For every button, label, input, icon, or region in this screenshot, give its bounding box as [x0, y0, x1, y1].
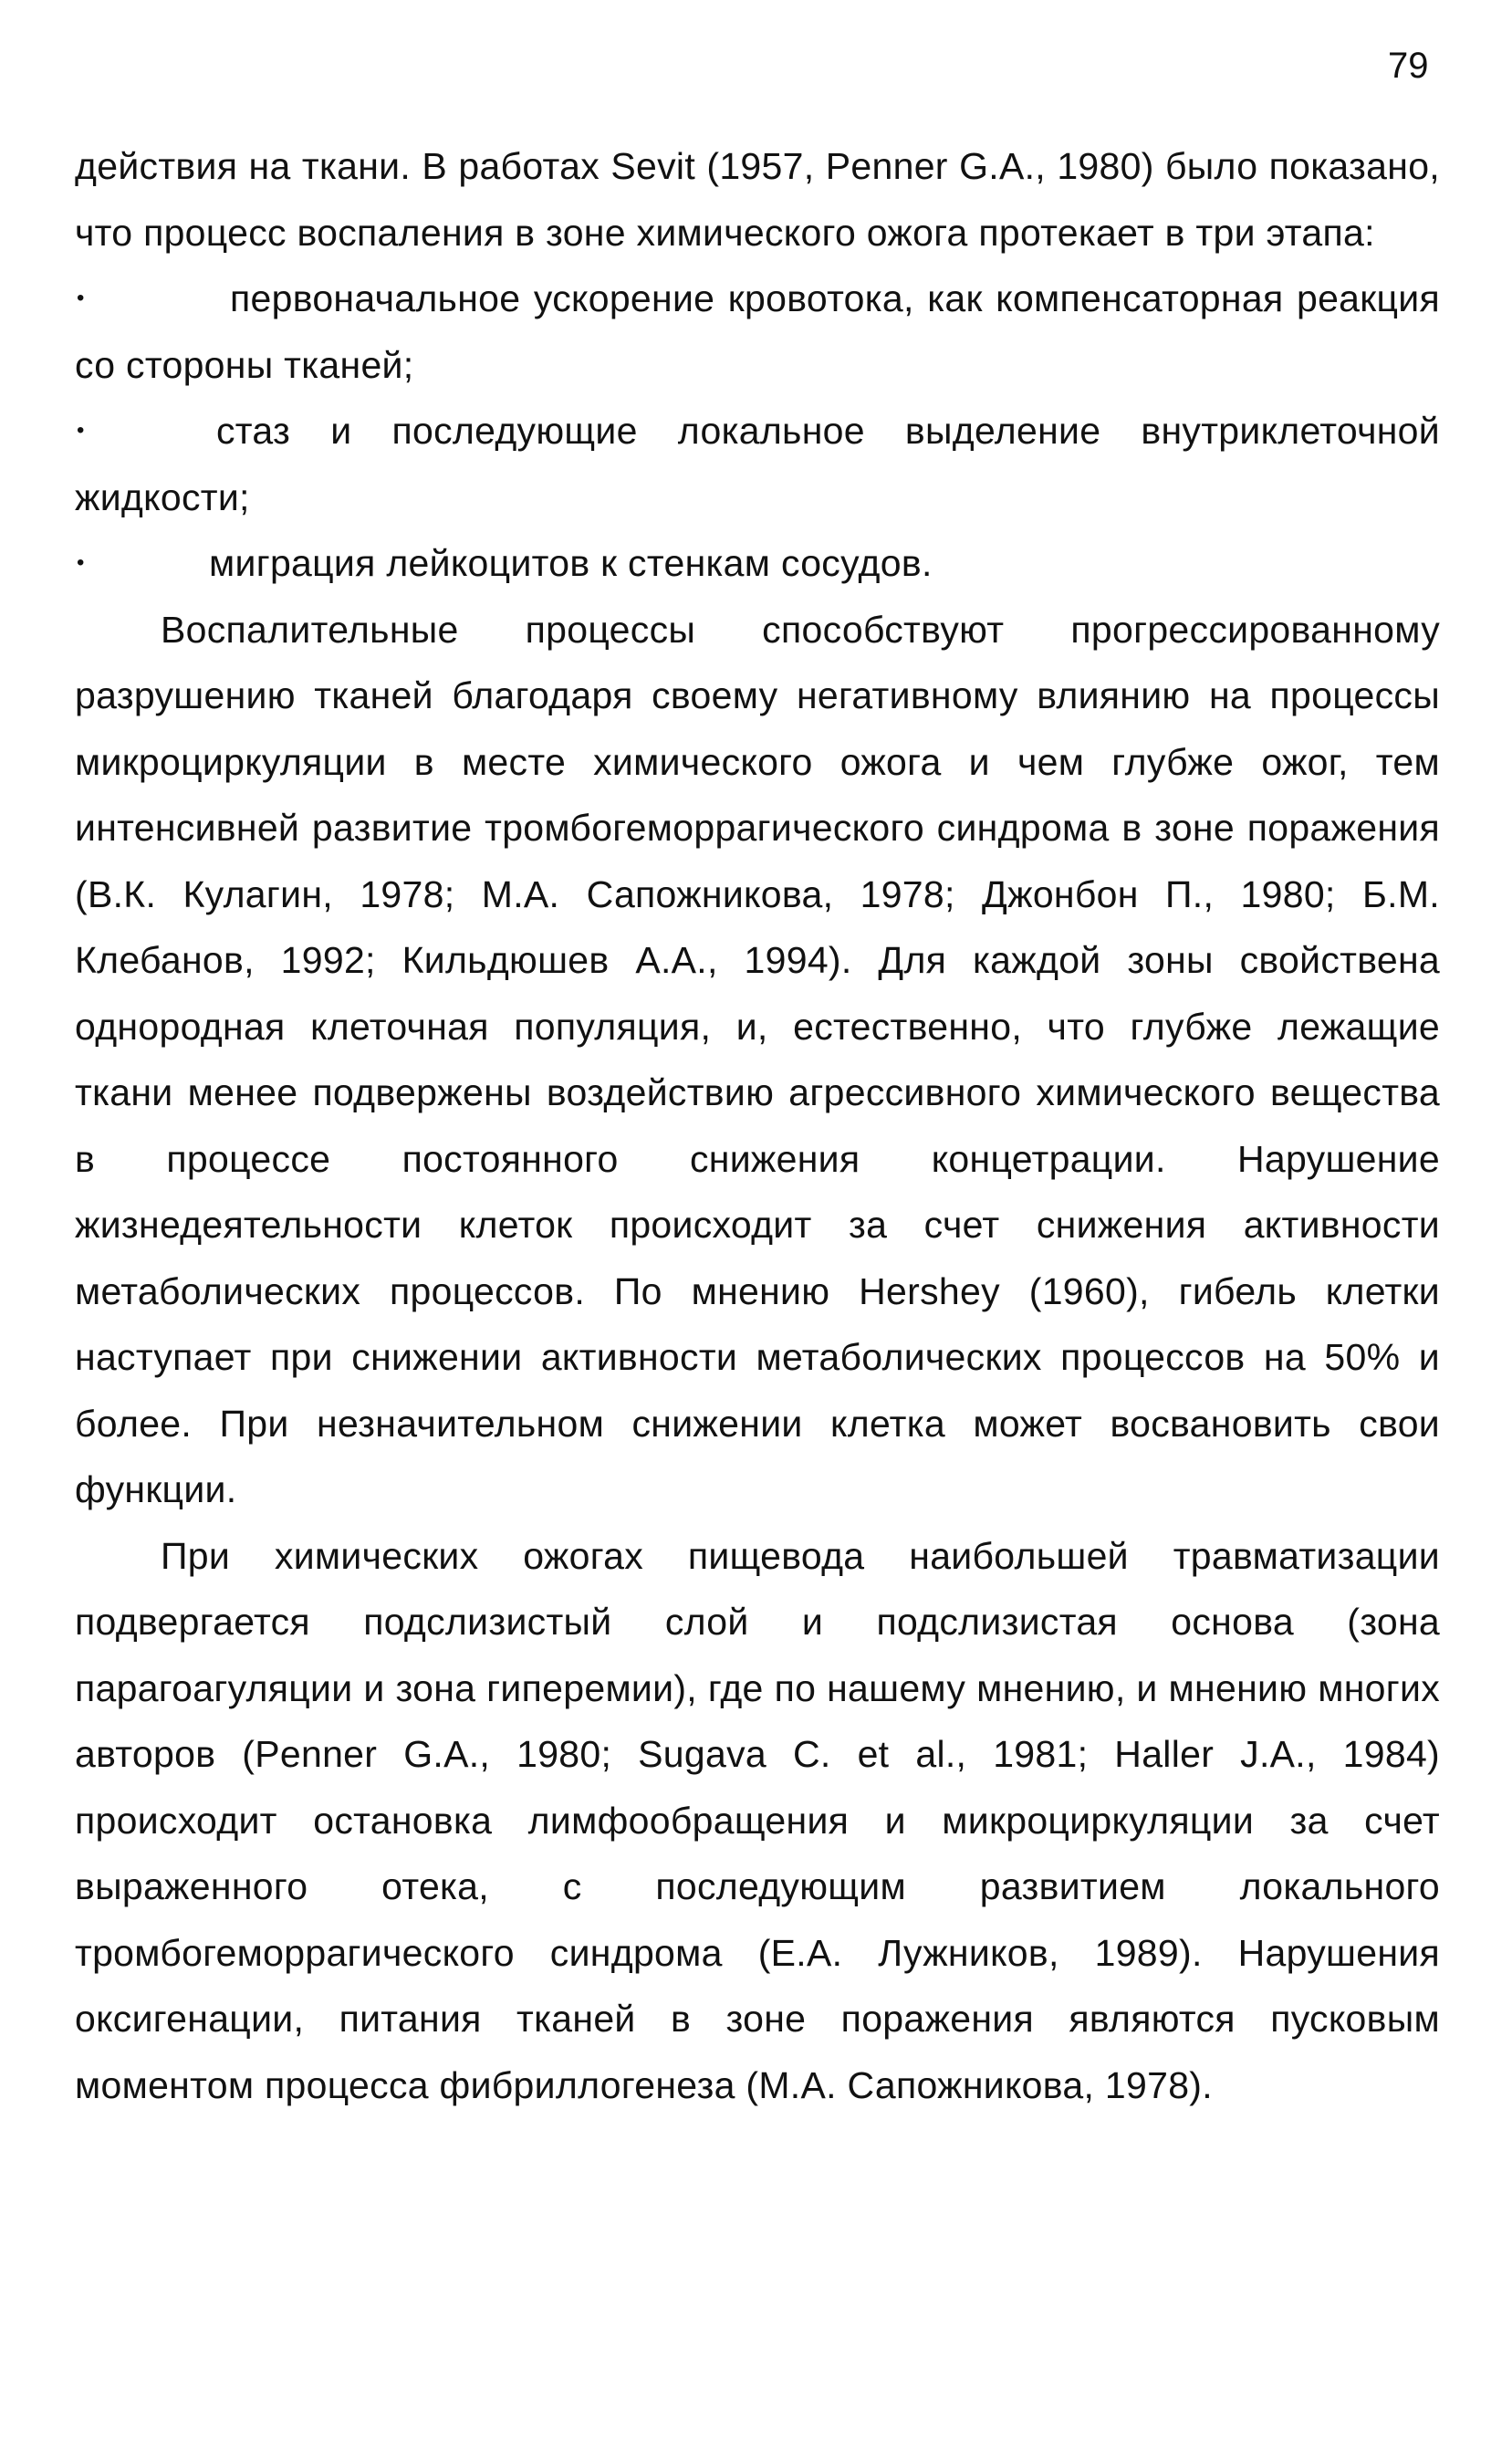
bullet-item-3	[75, 530, 1440, 597]
bullet-text-2: стаз и последующие локальное выделение внутриклеточной жидкости;	[75, 410, 1440, 518]
body-text	[75, 133, 1440, 2118]
bullet-icon: •	[77, 286, 85, 310]
bullet-text-1: первоначальное ускорение кровотока, как компенсаторная реакция со стороны тканей;	[75, 277, 1440, 386]
bullet-icon: •	[77, 550, 85, 575]
bullet-item-2	[75, 398, 1440, 530]
bullet-icon: •	[77, 418, 85, 443]
paragraph-inflammation: Воспалительные процессы способствуют прогрессированному разрушению тканей благодаря своему негативному влиянию на процессы микроциркуляции в месте химического ожога и чем глубже ожог, тем интенсивней развитие тромбогеморрагического синдрома в зоне поражения (В.К. Кулагин, 1978; М.А. Сапожникова, 1978; Джонбон П., 1980; Б.М. Клебанов, 1992; Кильдюшев А.А., 1994). Для каждой зоны свойствена однородная клеточная популяция, и, естественно, что глубже лежащие ткани менее подвержены воздействию агрессивного химического вещества в процессе постоянного снижения концетрации. Нарушение жизнедеятельности клеток происходит за счет снижения активности метаболических процессов. По мнению Hershey (1960), гибель клетки наступает при снижении активности метаболических процессов на 50% и более. При незначительном снижении клетка может восвановить свои функции.	[75, 608, 1440, 1510]
bullet-text-3: миграция лейкоцитов к стенкам сосудов.	[209, 542, 933, 584]
paragraph-esophagus-burns: При химических ожогах пищевода наибольшей травматизации подвергается подслизистый слой и подслизистая основа (зона парагоагуляции и зона гиперемии), где по нашему мнению, и мнению многих авторов (Penner G.A., 1980; Sugava C. et al., 1981; Haller J.A., 1984) происходит остановка лимфообращения и микроциркуляции за счет выраженного отека, с последующим развитием локального тромбогеморрагического синдрома (Е.А. Лужников, 1989). Нарушения оксигенации, питания тканей в зоне поражения являются пусковым моментом процесса фибриллогенеза (М.А. Сапожникова, 1978).	[75, 1534, 1440, 2106]
bullet-item-1	[75, 266, 1440, 398]
page-number: 79	[1388, 46, 1429, 86]
intro-paragraph: действия на ткани. В работах Sevit (1957, Penner G.A., 1980) было показано, что процесс воспаления в зоне химического ожога протекает в три этапа:	[75, 145, 1440, 254]
